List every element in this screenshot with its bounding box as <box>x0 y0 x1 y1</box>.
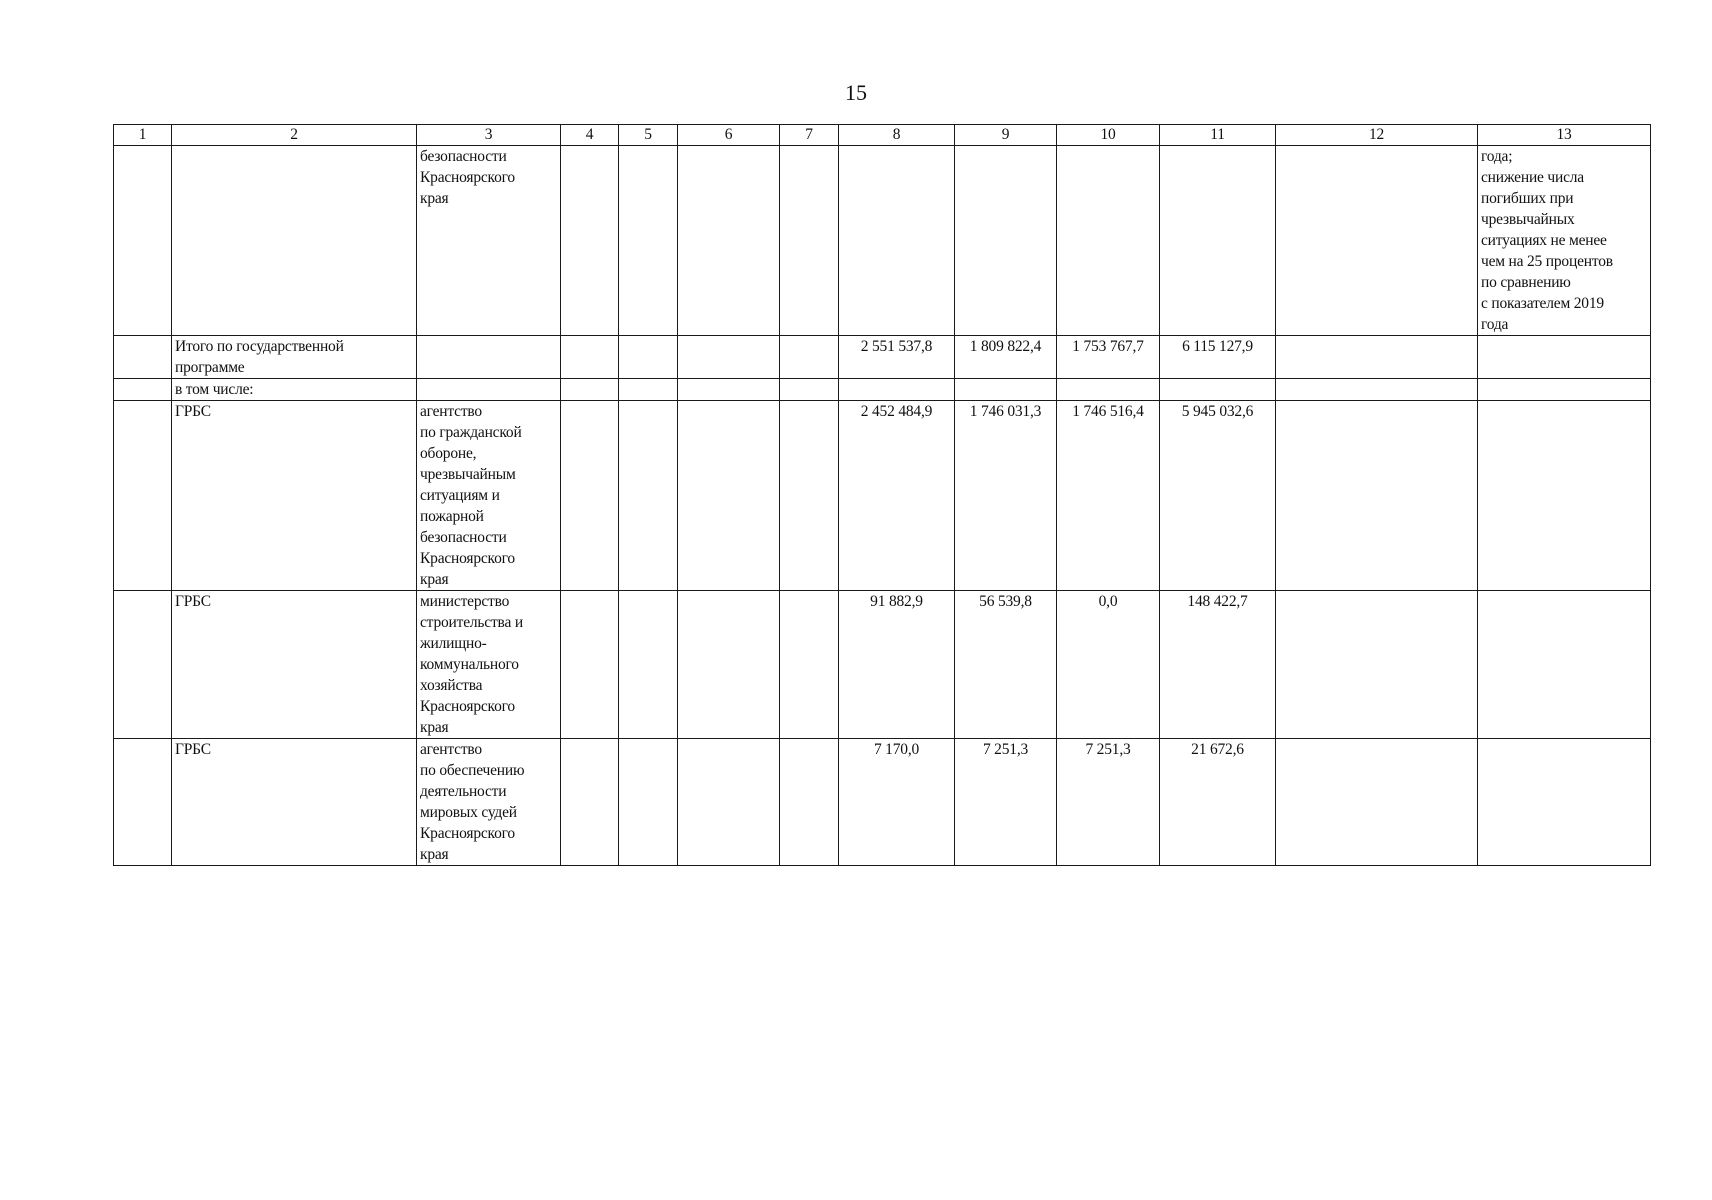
table-cell <box>417 379 561 401</box>
table-cell <box>114 146 172 336</box>
table-cell: 0,0 <box>1057 591 1160 739</box>
table-cell <box>780 401 839 591</box>
table-cell <box>678 336 780 379</box>
table-cell: 2 452 484,9 <box>839 401 955 591</box>
table-cell <box>561 379 619 401</box>
column-number: 13 <box>1478 125 1651 146</box>
program-funding-table <box>113 124 1651 866</box>
table-cell: года; снижение числа погибших при чрезвычайных ситуациях не менее чем на 25 процентов по сравнению с показателем 2019 года <box>1478 146 1651 336</box>
table-cell <box>619 146 678 336</box>
table-cell: ГРБС <box>172 401 417 591</box>
table-cell <box>561 146 619 336</box>
table-cell <box>839 146 955 336</box>
table-cell <box>780 379 839 401</box>
table-cell: 7 251,3 <box>955 739 1057 866</box>
table-cell <box>839 379 955 401</box>
table-cell <box>1478 739 1651 866</box>
table-cell: 1 746 031,3 <box>955 401 1057 591</box>
table-cell <box>619 739 678 866</box>
table-cell: 91 882,9 <box>839 591 955 739</box>
table-cell <box>619 591 678 739</box>
column-number: 9 <box>955 125 1057 146</box>
table-cell: безопасности Красноярского края <box>417 146 561 336</box>
column-number: 10 <box>1057 125 1160 146</box>
table-cell <box>678 739 780 866</box>
table-cell <box>1276 739 1478 866</box>
table-cell <box>780 591 839 739</box>
table-cell: Итого по государственной программе <box>172 336 417 379</box>
table-cell <box>955 146 1057 336</box>
column-number: 7 <box>780 125 839 146</box>
table-cell: 5 945 032,6 <box>1160 401 1276 591</box>
table-cell <box>114 739 172 866</box>
table-cell <box>561 591 619 739</box>
table-cell <box>619 401 678 591</box>
table-cell <box>678 379 780 401</box>
table-cell: министерство строительства и жилищно- коммунального хозяйства Красноярского края <box>417 591 561 739</box>
table-cell <box>114 401 172 591</box>
table-cell: 6 115 127,9 <box>1160 336 1276 379</box>
column-number: 11 <box>1160 125 1276 146</box>
table-cell <box>561 739 619 866</box>
table-cell <box>1276 379 1478 401</box>
table-cell: 2 551 537,8 <box>839 336 955 379</box>
table-cell: 148 422,7 <box>1160 591 1276 739</box>
column-number: 8 <box>839 125 955 146</box>
table-cell <box>619 336 678 379</box>
table-cell: в том числе: <box>172 379 417 401</box>
table-cell <box>114 336 172 379</box>
table-row <box>114 401 1651 591</box>
table-cell: 7 251,3 <box>1057 739 1160 866</box>
table-cell <box>1276 336 1478 379</box>
table-cell <box>1276 591 1478 739</box>
table-cell <box>1478 379 1651 401</box>
table-cell <box>678 591 780 739</box>
table-cell <box>955 379 1057 401</box>
table-cell <box>1276 401 1478 591</box>
table-cell <box>114 379 172 401</box>
table-cell <box>561 336 619 379</box>
table-row <box>114 379 1651 401</box>
column-number: 12 <box>1276 125 1478 146</box>
table-cell <box>1057 379 1160 401</box>
table-cell <box>417 336 561 379</box>
table-cell <box>678 401 780 591</box>
column-number: 1 <box>114 125 172 146</box>
table-cell <box>780 739 839 866</box>
table-row <box>114 146 1651 336</box>
table-cell: 21 672,6 <box>1160 739 1276 866</box>
table-cell: 1 753 767,7 <box>1057 336 1160 379</box>
table-cell <box>1160 379 1276 401</box>
table-cell: 1 809 822,4 <box>955 336 1057 379</box>
table-cell <box>114 591 172 739</box>
table-cell <box>780 146 839 336</box>
table-cell <box>1478 336 1651 379</box>
table-cell: 56 539,8 <box>955 591 1057 739</box>
column-number: 2 <box>172 125 417 146</box>
table-cell: 7 170,0 <box>839 739 955 866</box>
column-number-row <box>114 125 1651 146</box>
table-row <box>114 739 1651 866</box>
table-cell <box>1276 146 1478 336</box>
page-number: 15 <box>845 80 867 105</box>
table-cell: ГРБС <box>172 591 417 739</box>
column-number: 5 <box>619 125 678 146</box>
table-cell <box>1057 146 1160 336</box>
table-cell: ГРБС <box>172 739 417 866</box>
column-number: 4 <box>561 125 619 146</box>
table-row <box>114 591 1651 739</box>
table-row <box>114 336 1651 379</box>
column-number: 3 <box>417 125 561 146</box>
table-cell <box>561 401 619 591</box>
table-cell <box>780 336 839 379</box>
table-cell <box>1478 591 1651 739</box>
table-cell <box>678 146 780 336</box>
table-cell: 1 746 516,4 <box>1057 401 1160 591</box>
table-cell <box>1160 146 1276 336</box>
table-cell <box>619 379 678 401</box>
table-cell: агентство по обеспечению деятельности мировых судей Красноярского края <box>417 739 561 866</box>
table-cell <box>1478 401 1651 591</box>
column-number: 6 <box>678 125 780 146</box>
table-cell: агентство по гражданской обороне, чрезвычайным ситуациям и пожарной безопасности Красноярского края <box>417 401 561 591</box>
table-cell <box>172 146 417 336</box>
